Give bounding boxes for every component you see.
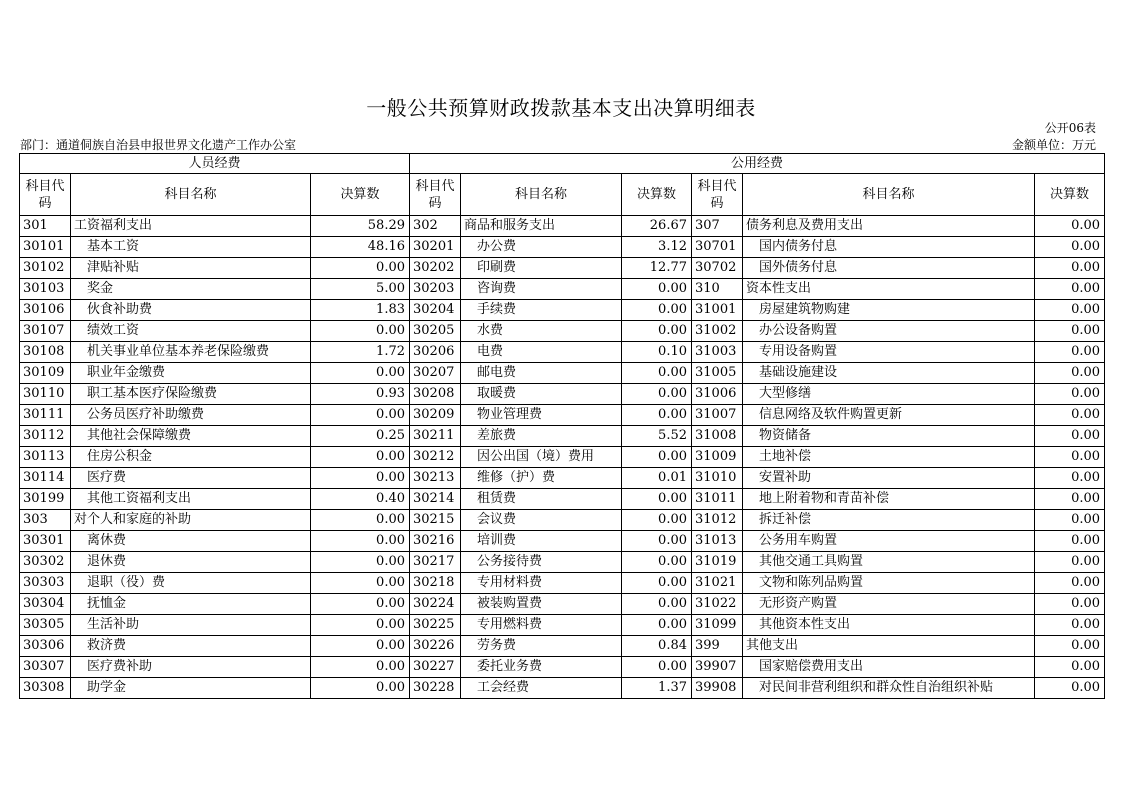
- subject-code: 310: [692, 279, 743, 300]
- subject-code: 30225: [410, 615, 461, 636]
- subject-code: 30211: [410, 426, 461, 447]
- subject-code: 31019: [692, 552, 743, 573]
- subject-name: 国内债务付息: [743, 237, 1035, 258]
- subject-code: 30217: [410, 552, 461, 573]
- amount: 58.29: [311, 216, 410, 237]
- subject-code: 30701: [692, 237, 743, 258]
- name-header: 科目名称: [743, 174, 1035, 216]
- subject-code: 31012: [692, 510, 743, 531]
- subject-name: 商品和服务支出: [461, 216, 622, 237]
- subject-code: 301: [20, 216, 71, 237]
- table-row: [20, 321, 1105, 342]
- subject-name: 奖金: [71, 279, 311, 300]
- amount: 0.00: [311, 552, 410, 573]
- public-expenses-header: 公用经费: [410, 154, 1105, 174]
- amount: 0.00: [1035, 384, 1105, 405]
- subject-name: 债务利息及费用支出: [743, 216, 1035, 237]
- subject-code: 31010: [692, 468, 743, 489]
- amount-header: 决算数: [622, 174, 692, 216]
- subject-name: 文物和陈列品购置: [743, 573, 1035, 594]
- subject-name: 基础设施建设: [743, 363, 1035, 384]
- subject-name: 邮电费: [461, 363, 622, 384]
- subject-code: 31011: [692, 489, 743, 510]
- subject-name: 因公出国（境）费用: [461, 447, 622, 468]
- subject-code: 30114: [20, 468, 71, 489]
- amount: 0.00: [622, 552, 692, 573]
- subject-code: 30208: [410, 384, 461, 405]
- table-row: [20, 279, 1105, 300]
- table-row: [20, 237, 1105, 258]
- subject-code: 31002: [692, 321, 743, 342]
- subject-name: 大型修缮: [743, 384, 1035, 405]
- amount: 0.00: [311, 468, 410, 489]
- subject-name: 机关事业单位基本养老保险缴费: [71, 342, 311, 363]
- amount: 0.00: [622, 573, 692, 594]
- amount: 0.00: [622, 405, 692, 426]
- subject-name: 离休费: [71, 531, 311, 552]
- amount: 0.00: [1035, 321, 1105, 342]
- subject-code: 30199: [20, 489, 71, 510]
- subject-name: 退职（役）费: [71, 573, 311, 594]
- amount: 0.10: [622, 342, 692, 363]
- subject-name: 信息网络及软件购置更新: [743, 405, 1035, 426]
- subject-name: 其他交通工具购置: [743, 552, 1035, 573]
- amount: 0.00: [1035, 636, 1105, 657]
- subject-code: 30301: [20, 531, 71, 552]
- amount: 0.00: [1035, 216, 1105, 237]
- table-row: [20, 489, 1105, 510]
- table-row: [20, 531, 1105, 552]
- subject-name: 办公设备购置: [743, 321, 1035, 342]
- subject-code: 30102: [20, 258, 71, 279]
- amount: 0.00: [622, 447, 692, 468]
- subject-name: 委托业务费: [461, 657, 622, 678]
- subject-code: 30305: [20, 615, 71, 636]
- subject-name: 咨询费: [461, 279, 622, 300]
- amount: 0.00: [1035, 594, 1105, 615]
- amount: 48.16: [311, 237, 410, 258]
- subject-code: 30302: [20, 552, 71, 573]
- subject-name: 其他支出: [743, 636, 1035, 657]
- subject-name: 租赁费: [461, 489, 622, 510]
- subject-code: 30209: [410, 405, 461, 426]
- subject-code: 30216: [410, 531, 461, 552]
- subject-name: 医疗费: [71, 468, 311, 489]
- amount: 3.12: [622, 237, 692, 258]
- subject-code: 31009: [692, 447, 743, 468]
- amount: 0.25: [311, 426, 410, 447]
- subject-name: 公务接待费: [461, 552, 622, 573]
- subject-code: 30108: [20, 342, 71, 363]
- subject-name: 水费: [461, 321, 622, 342]
- amount: 0.00: [622, 510, 692, 531]
- subject-name: 差旅费: [461, 426, 622, 447]
- subject-code: 30215: [410, 510, 461, 531]
- subject-code: 30106: [20, 300, 71, 321]
- subject-name: 培训费: [461, 531, 622, 552]
- amount: 0.00: [311, 573, 410, 594]
- subject-code: 31099: [692, 615, 743, 636]
- subject-code: 30303: [20, 573, 71, 594]
- subject-code: 302: [410, 216, 461, 237]
- subject-code: 31006: [692, 384, 743, 405]
- amount: 0.00: [311, 636, 410, 657]
- amount: 0.00: [1035, 258, 1105, 279]
- table-row: [20, 573, 1105, 594]
- subject-name: 抚恤金: [71, 594, 311, 615]
- subject-code: 30205: [410, 321, 461, 342]
- subject-code: 30202: [410, 258, 461, 279]
- amount: 5.00: [311, 279, 410, 300]
- table-row: [20, 405, 1105, 426]
- subject-code: 39908: [692, 678, 743, 699]
- amount: 0.00: [1035, 237, 1105, 258]
- subject-name: 住房公积金: [71, 447, 311, 468]
- amount: 0.00: [622, 279, 692, 300]
- amount: 0.00: [311, 615, 410, 636]
- amount: 0.00: [622, 657, 692, 678]
- unit-label: 金额单位：万元: [1011, 138, 1096, 152]
- amount: 26.67: [622, 216, 692, 237]
- amount: 1.37: [622, 678, 692, 699]
- subject-name: 电费: [461, 342, 622, 363]
- subject-name: 职工基本医疗保险缴费: [71, 384, 311, 405]
- name-header: 科目名称: [71, 174, 311, 216]
- amount: 0.00: [311, 510, 410, 531]
- amount: 0.00: [1035, 615, 1105, 636]
- amount: 0.00: [311, 321, 410, 342]
- subject-code: 31013: [692, 531, 743, 552]
- subject-name: 津贴补贴: [71, 258, 311, 279]
- amount: 0.00: [622, 384, 692, 405]
- subject-name: 职业年金缴费: [71, 363, 311, 384]
- amount: 0.00: [311, 258, 410, 279]
- subject-name: 绩效工资: [71, 321, 311, 342]
- subject-code: 399: [692, 636, 743, 657]
- subject-code: 30109: [20, 363, 71, 384]
- subject-name: 土地补偿: [743, 447, 1035, 468]
- amount: 0.00: [311, 594, 410, 615]
- amount: 0.00: [311, 531, 410, 552]
- subject-code: 30203: [410, 279, 461, 300]
- table-row: [20, 216, 1105, 237]
- table-row: [20, 552, 1105, 573]
- subject-code: 31007: [692, 405, 743, 426]
- subject-name: 国家赔偿费用支出: [743, 657, 1035, 678]
- subject-code: 30218: [410, 573, 461, 594]
- code-header: 科目代码: [692, 174, 743, 216]
- amount: 0.00: [1035, 531, 1105, 552]
- amount: 0.00: [622, 363, 692, 384]
- subject-code: 303: [20, 510, 71, 531]
- subject-name: 维修（护）费: [461, 468, 622, 489]
- subject-name: 取暖费: [461, 384, 622, 405]
- subject-code: 30206: [410, 342, 461, 363]
- table-row: [20, 258, 1105, 279]
- subject-code: 30702: [692, 258, 743, 279]
- subject-name: 基本工资: [71, 237, 311, 258]
- table-row: [20, 657, 1105, 678]
- subject-name: 物业管理费: [461, 405, 622, 426]
- subject-code: 30103: [20, 279, 71, 300]
- subject-name: 助学金: [71, 678, 311, 699]
- subject-code: 30204: [410, 300, 461, 321]
- form-number: 公开06表: [1044, 121, 1096, 135]
- amount: 5.52: [622, 426, 692, 447]
- expenditure-table: [19, 153, 1105, 699]
- subject-name: 对个人和家庭的补助: [71, 510, 311, 531]
- subject-code: 30226: [410, 636, 461, 657]
- subject-name: 专用设备购置: [743, 342, 1035, 363]
- table-row: [20, 447, 1105, 468]
- amount: 0.00: [311, 678, 410, 699]
- amount: 0.00: [1035, 552, 1105, 573]
- amount-header: 决算数: [311, 174, 410, 216]
- subject-code: 30101: [20, 237, 71, 258]
- subject-name: 伙食补助费: [71, 300, 311, 321]
- subject-code: 30307: [20, 657, 71, 678]
- subject-code: 39907: [692, 657, 743, 678]
- subject-name: 劳务费: [461, 636, 622, 657]
- subject-code: 31003: [692, 342, 743, 363]
- subject-name: 工资福利支出: [71, 216, 311, 237]
- subject-code: 30112: [20, 426, 71, 447]
- amount: 0.00: [1035, 510, 1105, 531]
- subject-name: 生活补助: [71, 615, 311, 636]
- table-row: [20, 342, 1105, 363]
- subject-name: 其他社会保障缴费: [71, 426, 311, 447]
- subject-name: 国外债务付息: [743, 258, 1035, 279]
- subject-code: 31021: [692, 573, 743, 594]
- subject-name: 会议费: [461, 510, 622, 531]
- subject-code: 30107: [20, 321, 71, 342]
- subject-name: 公务员医疗补助缴费: [71, 405, 311, 426]
- table-row: [20, 615, 1105, 636]
- personnel-expenses-header: 人员经费: [20, 154, 410, 174]
- subject-name: 专用燃料费: [461, 615, 622, 636]
- name-header: 科目名称: [461, 174, 622, 216]
- subject-name: 医疗费补助: [71, 657, 311, 678]
- subject-code: 30228: [410, 678, 461, 699]
- amount: 0.00: [1035, 279, 1105, 300]
- subject-name: 其他工资福利支出: [71, 489, 311, 510]
- table-row: [20, 468, 1105, 489]
- subject-name: 物资储备: [743, 426, 1035, 447]
- amount: 0.00: [622, 489, 692, 510]
- subject-code: 30113: [20, 447, 71, 468]
- subject-name: 专用材料费: [461, 573, 622, 594]
- subject-code: 31005: [692, 363, 743, 384]
- subject-code: 30306: [20, 636, 71, 657]
- subject-name: 拆迁补偿: [743, 510, 1035, 531]
- subject-name: 对民间非营利组织和群众性自治组织补贴: [743, 678, 1035, 699]
- subject-code: 30227: [410, 657, 461, 678]
- subject-name: 地上附着物和青苗补偿: [743, 489, 1035, 510]
- subject-code: 30111: [20, 405, 71, 426]
- subject-code: 31001: [692, 300, 743, 321]
- amount: 0.00: [622, 594, 692, 615]
- amount: 0.00: [1035, 342, 1105, 363]
- table-row: [20, 363, 1105, 384]
- amount: 0.00: [1035, 468, 1105, 489]
- subject-code: 30207: [410, 363, 461, 384]
- table-body: [20, 216, 1105, 699]
- subject-name: 无形资产购置: [743, 594, 1035, 615]
- subject-name: 安置补助: [743, 468, 1035, 489]
- subject-code: 30212: [410, 447, 461, 468]
- amount: 0.00: [622, 321, 692, 342]
- table-row: [20, 426, 1105, 447]
- subject-name: 房屋建筑物购建: [743, 300, 1035, 321]
- subject-name: 手续费: [461, 300, 622, 321]
- amount: 0.00: [1035, 363, 1105, 384]
- amount: 12.77: [622, 258, 692, 279]
- code-header: 科目代码: [20, 174, 71, 216]
- subject-code: 30304: [20, 594, 71, 615]
- amount: 0.01: [622, 468, 692, 489]
- department-label: 部门：通道侗族自治县申报世界文化遗产工作办公室: [20, 138, 297, 152]
- amount: 0.93: [311, 384, 410, 405]
- subject-name: 其他资本性支出: [743, 615, 1035, 636]
- subject-code: 30213: [410, 468, 461, 489]
- subject-code: 31022: [692, 594, 743, 615]
- subject-name: 救济费: [71, 636, 311, 657]
- amount: 0.00: [1035, 678, 1105, 699]
- amount: 1.83: [311, 300, 410, 321]
- amount: 0.84: [622, 636, 692, 657]
- amount-header: 决算数: [1035, 174, 1105, 216]
- subject-name: 公务用车购置: [743, 531, 1035, 552]
- amount: 1.72: [311, 342, 410, 363]
- amount: 0.40: [311, 489, 410, 510]
- amount: 0.00: [1035, 405, 1105, 426]
- subject-code: 30214: [410, 489, 461, 510]
- subject-code: 31008: [692, 426, 743, 447]
- amount: 0.00: [311, 447, 410, 468]
- subject-code: 30308: [20, 678, 71, 699]
- amount: 0.00: [622, 300, 692, 321]
- amount: 0.00: [622, 531, 692, 552]
- amount: 0.00: [311, 657, 410, 678]
- table-row: [20, 510, 1105, 531]
- subject-name: 退休费: [71, 552, 311, 573]
- subject-code: 30224: [410, 594, 461, 615]
- table-row: [20, 636, 1105, 657]
- amount: 0.00: [311, 363, 410, 384]
- subject-name: 工会经费: [461, 678, 622, 699]
- page-title: 一般公共预算财政拨款基本支出决算明细表: [366, 96, 756, 120]
- amount: 0.00: [1035, 426, 1105, 447]
- subject-code: 307: [692, 216, 743, 237]
- subject-name: 资本性支出: [743, 279, 1035, 300]
- amount: 0.00: [1035, 447, 1105, 468]
- subject-name: 被装购置费: [461, 594, 622, 615]
- table-row: [20, 384, 1105, 405]
- amount: 0.00: [311, 405, 410, 426]
- amount: 0.00: [1035, 573, 1105, 594]
- subject-code: 30201: [410, 237, 461, 258]
- code-header: 科目代码: [410, 174, 461, 216]
- table-row: [20, 678, 1105, 699]
- table-row: [20, 300, 1105, 321]
- subject-name: 办公费: [461, 237, 622, 258]
- amount: 0.00: [622, 615, 692, 636]
- amount: 0.00: [1035, 657, 1105, 678]
- amount: 0.00: [1035, 489, 1105, 510]
- subject-name: 印刷费: [461, 258, 622, 279]
- table-row: [20, 594, 1105, 615]
- amount: 0.00: [1035, 300, 1105, 321]
- subject-code: 30110: [20, 384, 71, 405]
